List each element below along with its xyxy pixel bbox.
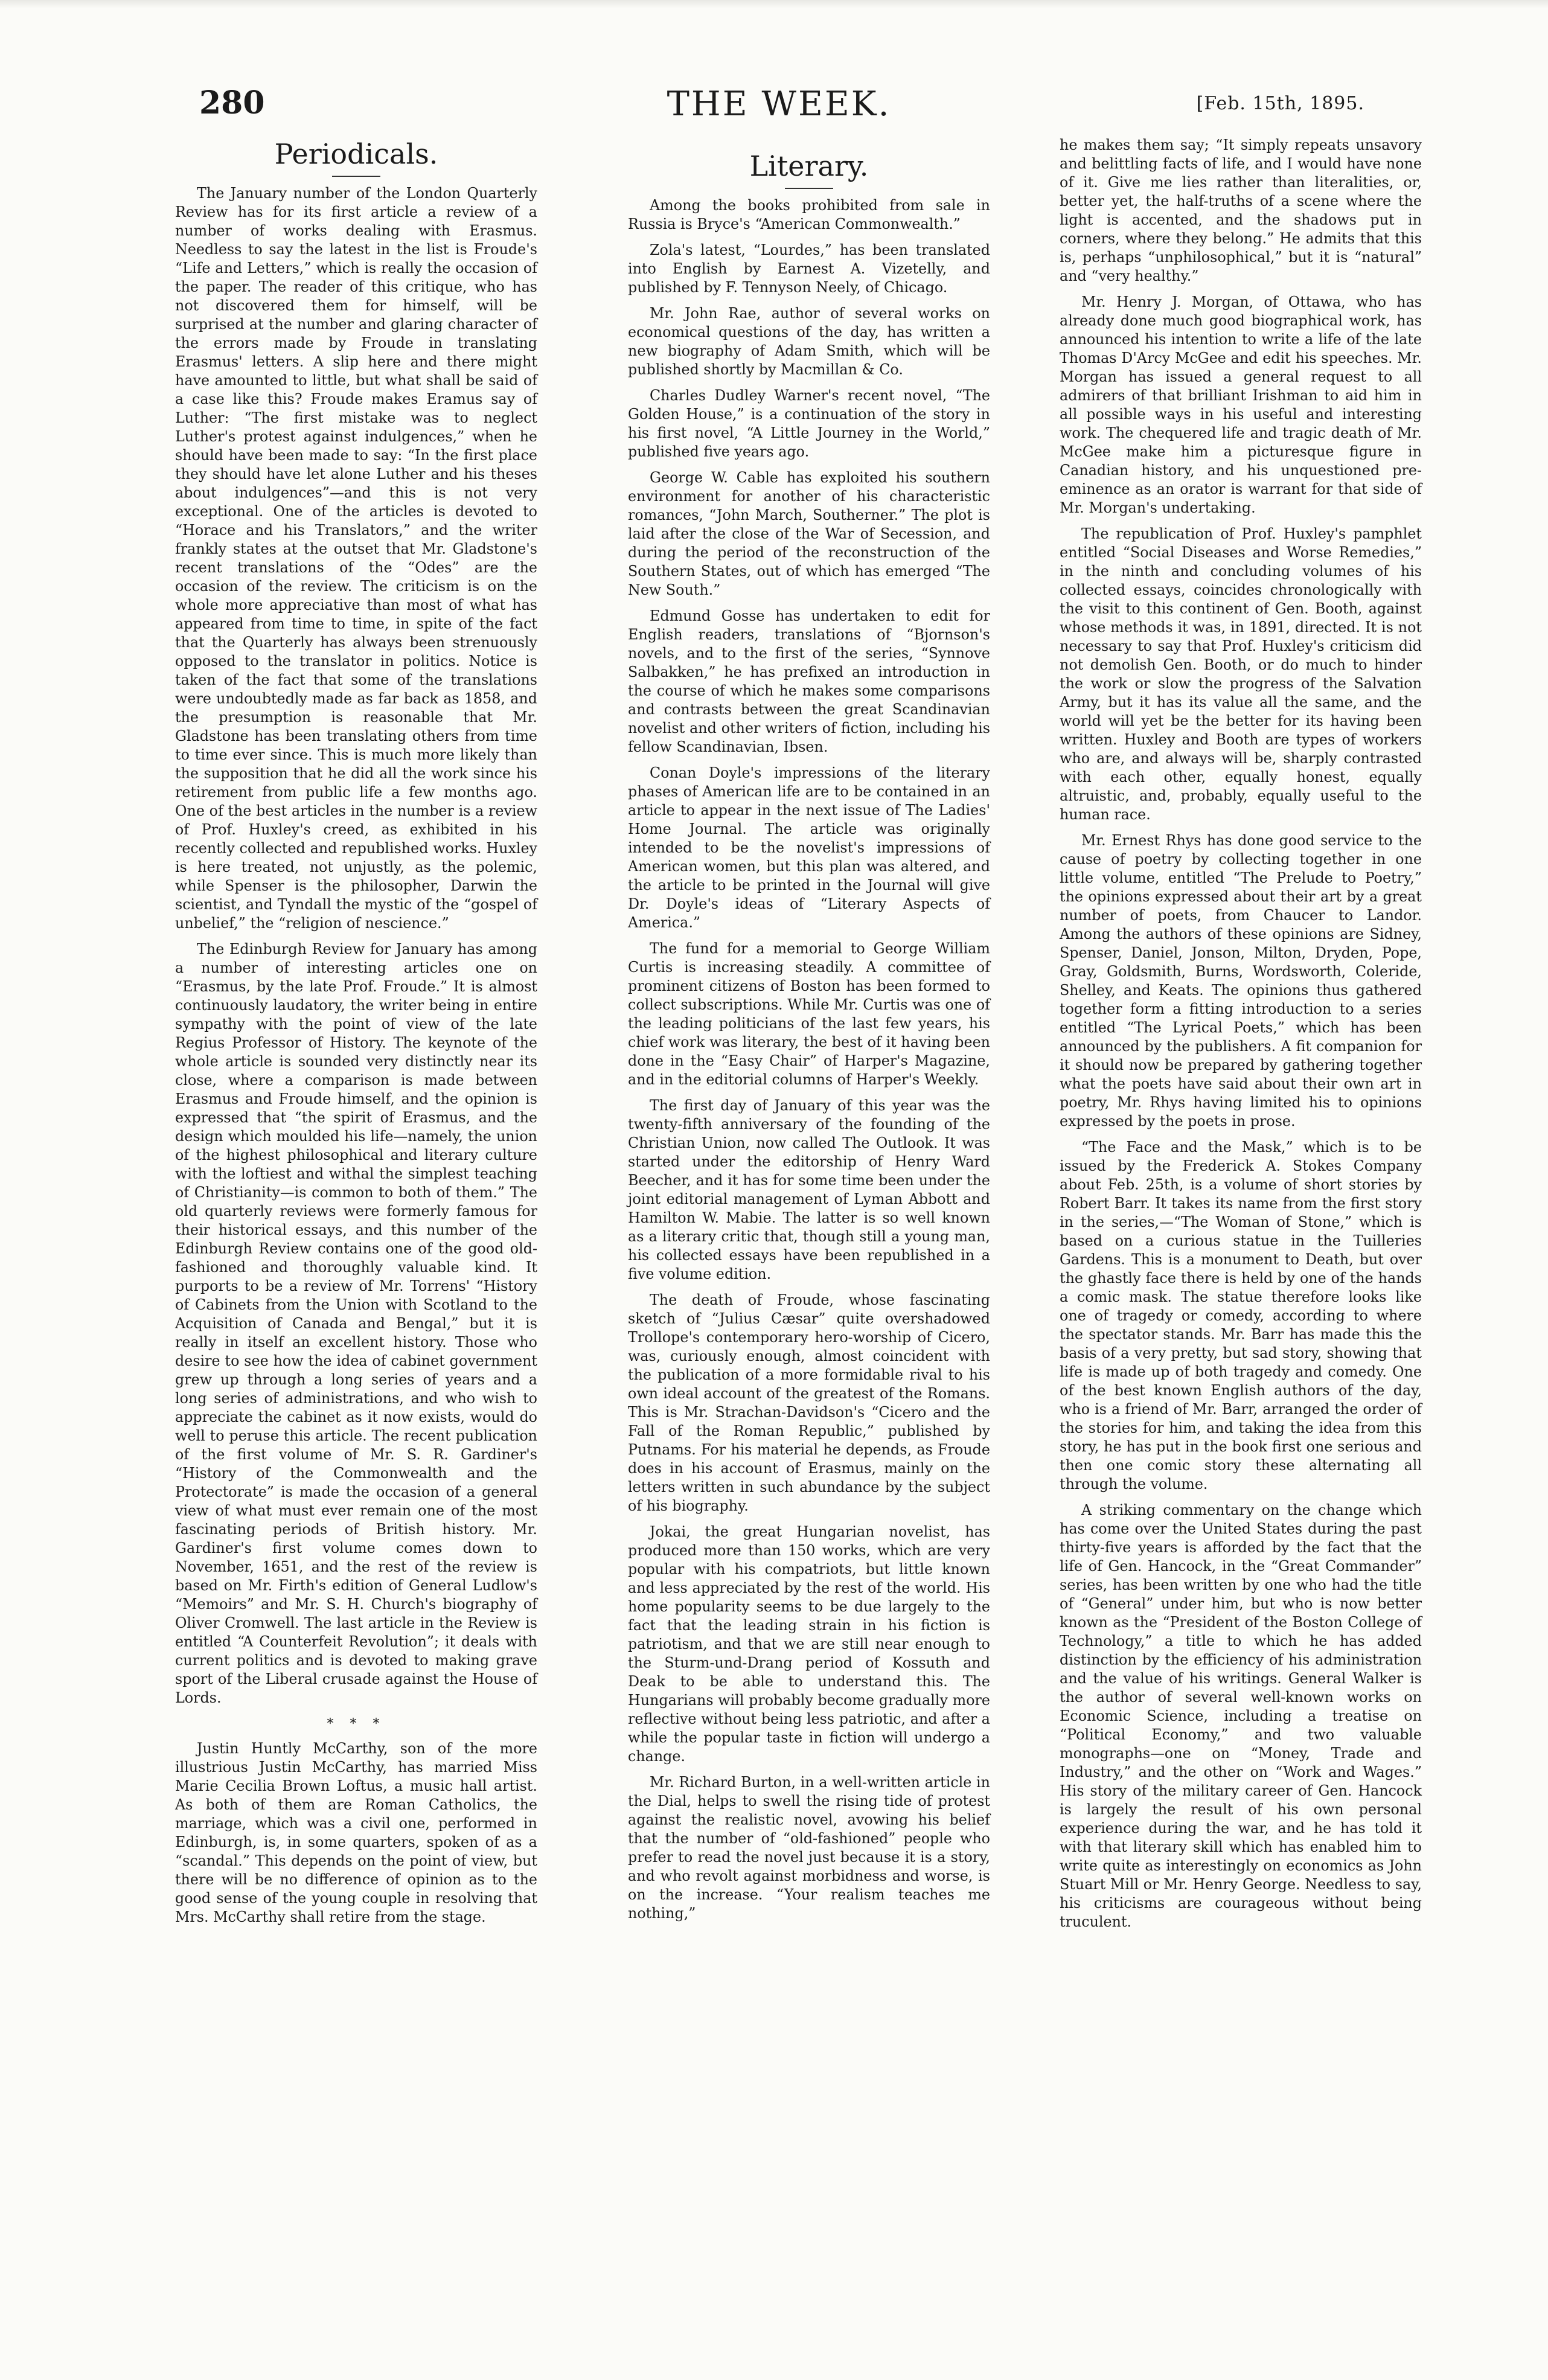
- article-paragraph: Mr. John Rae, author of several works on economical questions of the day, has written a new biography of Adam Smith, which will be published shortly by Macmillan & Co.: [628, 305, 990, 378]
- article-paragraph: Among the books prohibited from sale in Russia is Bryce's “American Commonwealth.”: [628, 197, 990, 232]
- page-header: [199, 85, 1364, 133]
- page-edge: [0, 0, 1548, 8]
- article-paragraph: Mr. Richard Burton, in a well-written article in the Dial, helps to swell the rising tide of protest against the realistic novel, avowing his belief that the number of “old-fashioned” people who prefer to read the novel just because it is a story, and who revolt against morbidness and worse, is on the increase. “Your realism teaches me nothing,”: [628, 1774, 990, 1922]
- article-paragraph: The Edinburgh Review for January has among a number of interesting articles one on “Erasmus, by the late Prof. Froude.” It is almost continuously laudatory, the writer being in entire sympathy with the point of view of the late Regius Professor of History. The keynote of the whole article is sounded very distinctly near its close, where a comparison is made between Erasmus and Froude himself, and the opinion is expressed that “the spirit of Erasmus, and the design which moulded his life—namely, the union of the highest philosophical and literary culture with the loftiest and withal the simplest teaching of Christianity—is common to both of them.” The old quarterly reviews were formerly famous for their historical essays, and this number of the Edinburgh Review contains one of the good old-fashioned and thoroughly valuable kind. It purports to be a review of Mr. Torrens' “History of Cabinets from the Union with Scotland to the Acquisition of Canada and Bengal,” but it is really in itself an excellent history. Those who desire to see how the idea of cabinet government grew up through a long series of years and a long series of administrations, and who wish to appreciate the cabinet as it now exists, would do well to peruse this article. The recent publication of the first volume of Mr. S. R. Gardiner's “History of the Commonwealth and the Protectorate” is made the occasion of a general view of what must ever remain one of the most fascinating periods of British history. Mr. Gardiner's first volume comes down to November, 1651, and the rest of the review is based on Mr. Firth's edition of General Ludlow's “Memoirs” and Mr. S. H. Church's biography of Oliver Cromwell. The last article in the Review is entitled “A Counterfeit Revolution”; it deals with current politics and is devoted to making grave sport of the Liberal crusade against the House of Lords.: [175, 941, 537, 1706]
- section-separator: * * *: [327, 1716, 386, 1732]
- issue-date: [Feb. 15th, 1895.: [1196, 93, 1364, 114]
- article-paragraph: “The Face and the Mask,” which is to be issued by the Frederick A. Stokes Company about Feb. 25th, is a volume of short stories by Robert Barr. It takes its name from the first story in the series,—“The Woman of Stone,” which is based on a curious statue in the Tuilleries Gardens. This is a monument to Death, but over the ghastly face there is held by one of the hands a comic mask. The statue therefore looks like one of tragedy or comedy, according to where the spectator stands. Mr. Barr has made this the basis of a very pretty, but sad story, showing that life is made up of both tragedy and comedy. One of the best known English authors of the day, who is a friend of Mr. Barr, arranged the order of the stories for him, and taking the idea from this story, he has put in the book first one serious and then one comic story these alternating all through the volume.: [1060, 1139, 1422, 1492]
- article-paragraph: The fund for a memorial to George William Curtis is increasing steadily. A committee of prominent citizens of Boston has been formed to collect subscriptions. While Mr. Curtis was one of the leading politicians of the last few years, his chief work was literary, the best of it having been done in the “Easy Chair” of Harper's Magazine, and in the editorial columns of Harper's Weekly.: [628, 940, 990, 1088]
- column-periodicals: [175, 136, 537, 1927]
- article-paragraph: A striking commentary on the change which has come over the United States during the past thirty-five years is afforded by the fact that the life of Gen. Hancock, in the “Great Commander” series, has been written by one who had the title of “General” under him, but who is now better known as the “President of the Boston College of Technology,” a title to which he has added distinction by the efficiency of his administration and the value of his writings. General Walker is the author of several well-known works on Economic Science, including a treatise on “Political Economy,” and two valuable monographs—one on “Money, Trade and Industry,” and the other on “Work and Wages.” His story of the military career of Gen. Hancock is largely the result of his own personal experience during the war, and he has told it with that literary skill which has enabled him to write quite as interestingly on economics as John Stuart Mill or Mr. Henry George. Needless to say, his criticisms are courageous without being truculent.: [1060, 1502, 1422, 1930]
- article-paragraph: Jokai, the great Hungarian novelist, has produced more than 150 works, which are very popular with his compatriots, but little known and less appreciated by the rest of the world. His home popularity seems to be due largely to the fact that the leading strain in his fiction is patriotism, and that we are still near enough to the Sturm-und-Drang period of Kossuth and Deak to be able to understand this. The Hungarians will probably become gradually more reflective without being less patriotic, and after a while the popular taste in fiction will undergo a change.: [628, 1523, 990, 1765]
- page-number: 280: [199, 85, 265, 121]
- masthead-title: THE WEEK.: [667, 85, 891, 124]
- section-heading-periodicals: Periodicals.: [274, 138, 438, 170]
- heading-rule: [785, 188, 833, 189]
- heading-rule: [332, 176, 380, 177]
- article-paragraph: The death of Froude, whose fascinating sketch of “Julius Cæsar” quite overshadowed Trollope's contemporary hero-worship of Cicero, was, curiously enough, almost coincident with the publication of a more formidable rival to his own ideal account of the greatest of the Romans. This is Mr. Strachan-Davidson's “Cicero and the Fall of the Roman Republic,” published by Putnams. For his material he depends, as Froude does in his account of Erasmus, mainly on the letters written in such abundance by the subject of his biography.: [628, 1291, 990, 1514]
- column-literary-continued: [1060, 136, 1422, 1931]
- article-paragraph: Zola's latest, “Lourdes,” has been translated into English by Earnest A. Vizetelly, and published by F. Tennyson Neely, of Chicago.: [628, 242, 990, 296]
- section-heading-literary: Literary.: [749, 150, 869, 182]
- continued-paragraph: he makes them say; “It simply repeats unsavory and belittling facts of life, and I would have none of it. Give me lies rather than literalities, or, better yet, the half-truths of a scene where the light is accented, and the shadows put in corners, where they belong.” He admits that this is, perhaps “unphilosophical,” but it is “natural” and “very healthy.”: [1060, 136, 1422, 284]
- article-paragraph: Conan Doyle's impressions of the literary phases of American life are to be contained in an article to appear in the next issue of The Ladies' Home Journal. The article was originally intended to be the novelist's impressions of American women, but this plan was altered, and the article to be printed in the Journal will give Dr. Doyle's ideas of “Literary Aspects of America.”: [628, 764, 990, 931]
- article-paragraph: George W. Cable has exploited his southern environment for another of his characteristic romances, “John March, Southerner.” The plot is laid after the close of the War of Secession, and during the period of the reconstruction of the Southern States, out of which has emerged “The New South.”: [628, 469, 990, 598]
- article-paragraph: The first day of January of this year was the twenty-fifth anniversary of the founding of the Christian Union, now called The Outlook. It was started under the editorship of Henry Ward Beecher, and it has for some time been under the joint editorial management of Lyman Abbott and Hamilton W. Mabie. The latter is so well known as a literary critic that, though still a young man, his collected essays have been republished in a five volume edition.: [628, 1097, 990, 1282]
- article-paragraph: Edmund Gosse has undertaken to edit for English readers, translations of “Bjornson's novels, and to the first of the series, “Synnove Salbakken,” he has prefixed an introduction in the course of which he makes some comparisons and contrasts between the great Scandinavian novelist and other writers of fiction, including his fellow Scandinavian, Ibsen.: [628, 607, 990, 755]
- article-paragraph: Mr. Ernest Rhys has done good service to the cause of poetry by collecting together in one little volume, entitled “The Prelude to Poetry,” the opinions expressed about their art by a great number of poets, from Chaucer to Landor. Among the authors of these opinions are Sidney, Spenser, Daniel, Jonson, Milton, Dryden, Pope, Gray, Goldsmith, Burns, Wordsworth, Coleride, Shelley, and Keats. The opinions thus gathered together form a fitting introduction to a series entitled “The Lyrical Poets,” which has been announced by the publishers. A fit companion for it should now be prepared by gathering together what the poets have said about their own art in poetry, Mr. Rhys having limited his to opinions expressed by the poets in prose.: [1060, 832, 1422, 1130]
- article-paragraph: The republication of Prof. Huxley's pamphlet entitled “Social Diseases and Worse Remedies,” in the ninth and concluding volumes of his collected essays, coincides chronologically with the visit to this continent of Gen. Booth, against whose methods it was, in 1891, directed. It is not necessary to say that Prof. Huxley's criticism did not demolish Gen. Booth, or do much to hinder the work or slow the progress of the Salvation Army, but it has its value all the same, and the world will yet be the better for its having been written. Huxley and Booth are types of workers who are, and always will be, sharply contrasted with each other, equally honest, equally altruistic, and, probably, equally useful to the human race.: [1060, 525, 1422, 823]
- article-paragraph: The January number of the London Quarterly Review has for its first article a review of a number of works dealing with Erasmus. Needless to say the latest in the list is Froude's “Life and Letters,” which is really the occasion of the paper. The reader of this critique, who has not discovered them for himself, will be surprised at the number and glaring character of the errors made by Froude in translating Erasmus' letters. A slip here and there might have amounted to little, but what shall be said of a case like this? Froude makes Eramus say of Luther: “The first mistake was to neglect Luther's protest against indulgences,” when he should have been made to say: “In the first place they should have let alone Luther and his theses about indulgences”—and this is not very exceptional. One of the articles is devoted to “Horace and his Translators,” and the writer frankly states at the outset that Mr. Gladstone's recent translations of the “Odes” are the occasion of the review. The criticism is on the whole more appreciative than most of what has appeared from time to time, in spite of the fact that the Quarterly has always been strenuously opposed to the translator in politics. Notice is taken of the fact that some of the translations were undoubtedly made as far back as 1858, and the presumption is reasonable that Mr. Gladstone has been translating others from time to time ever since. This is much more likely than the supposition that he did all the work since his retirement from public life a few months ago. One of the best articles in the number is a review of Prof. Huxley's creed, as exhibited in his recently collected and republished works. Huxley is here treated, not unjustly, as the polemic, while Spenser is the philosopher, Darwin the scientist, and Tyndall the mystic of the “gospel of unbelief,” the “religion of nescience.”: [175, 185, 537, 932]
- article-paragraph: Charles Dudley Warner's recent novel, “The Golden House,” is a continuation of the story in his first novel, “A Little Journey in the World,” published five years ago.: [628, 387, 990, 460]
- column-literary: [628, 136, 990, 1923]
- article-paragraph: Mr. Henry J. Morgan, of Ottawa, who has already done much good biographical work, has announced his intention to write a life of the late Thomas D'Arcy McGee and edit his speeches. Mr. Morgan has issued a general request to all admirers of that brilliant Irishman to aid him in all possible ways in his useful and interesting work. The chequered life and tragic death of Mr. McGee make him a picturesque figure in Canadian history, and his unquestioned pre-eminence as an orator is warrant for that side of Mr. Morgan's undertaking.: [1060, 293, 1422, 516]
- article-paragraph: Justin Huntly McCarthy, son of the more illustrious Justin McCarthy, has married Miss Marie Cecilia Brown Loftus, a music hall artist. As both of them are Roman Catholics, the marriage, which was a civil one, performed in Edinburgh, is, in some quarters, spoken of as a “scandal.” This depends on the point of view, but there will be no difference of opinion as to the good sense of the young couple in resolving that Mrs. McCarthy shall retire from the stage.: [175, 1740, 537, 1925]
